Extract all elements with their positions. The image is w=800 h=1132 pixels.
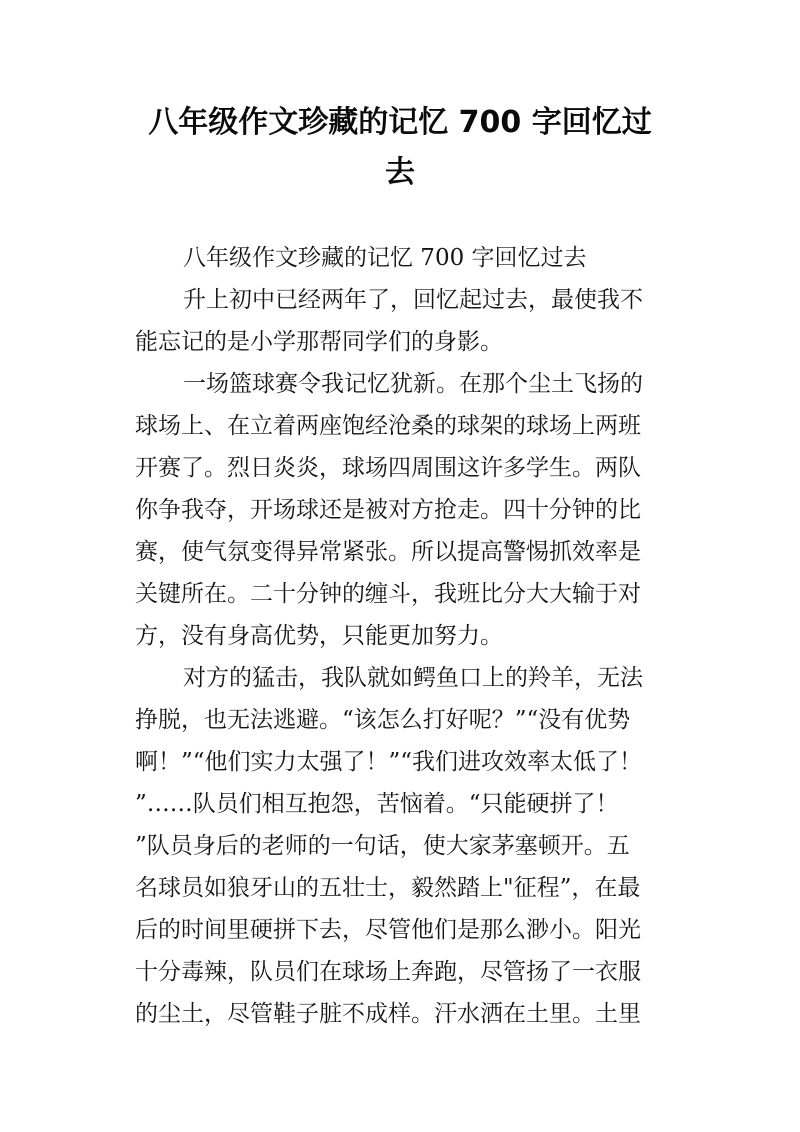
body-line: 开赛了。烈日炎炎，球场四周围这许多学生。两队 (135, 455, 641, 481)
body-line: 赛，使气氛变得异常紧张。所以提高警惕抓效率是 (135, 539, 641, 565)
title-line-1: 八年级作文珍藏的记忆 700 字回忆过 (148, 105, 652, 140)
title-line-2: 去 (385, 155, 415, 190)
body-line: 啊！”“他们实力太强了！”“我们进攻效率太低了！ (135, 749, 643, 775)
body-line: 球场上、在立着两座饱经沧桑的球架的球场上两班 (135, 413, 641, 439)
body-line: 八年级作文珍藏的记忆 700 字回忆过去 (183, 245, 587, 271)
body-line: 的尘土，尽管鞋子脏不成样。汗水洒在土里。土里 (135, 1001, 641, 1027)
body-line: 方，没有身高优势，只能更加努力。 (135, 623, 503, 649)
document-title (100, 98, 700, 198)
body-line: 你争我夺，开场球还是被对方抢走。四十分钟的比 (135, 497, 641, 523)
body-line: 挣脱，也无法逃避。“该怎么打好呢？”“没有优势 (135, 707, 631, 733)
body-line: 关键所在。二十分钟的缠斗，我班比分大大输于对 (135, 581, 641, 607)
body-line: 升上初中已经两年了，回忆起过去，最使我不 (183, 287, 643, 313)
body-line: 一场篮球赛令我记忆犹新。在那个尘土飞扬的 (183, 371, 643, 397)
body-line: 后的时间里硬拼下去，尽管他们是那么渺小。阳光 (135, 917, 641, 943)
body-line: ”……队员们相互抱怨，苦恼着。“只能硬拼了！ (135, 791, 619, 817)
body-line: 对方的猛击，我队就如鳄鱼口上的羚羊，无法 (183, 665, 643, 691)
body-line: 十分毒辣，队员们在球场上奔跑，尽管扬了一衣服 (135, 959, 641, 985)
body-line: 能忘记的是小学那帮同学们的身影。 (135, 329, 503, 355)
body-line: ”队员身后的老师的一句话，使大家茅塞顿开。五 (135, 833, 630, 859)
body-line: 名球员如狼牙山的五壮士，毅然踏上"征程”，在最 (135, 875, 641, 901)
document-body (135, 237, 675, 1035)
